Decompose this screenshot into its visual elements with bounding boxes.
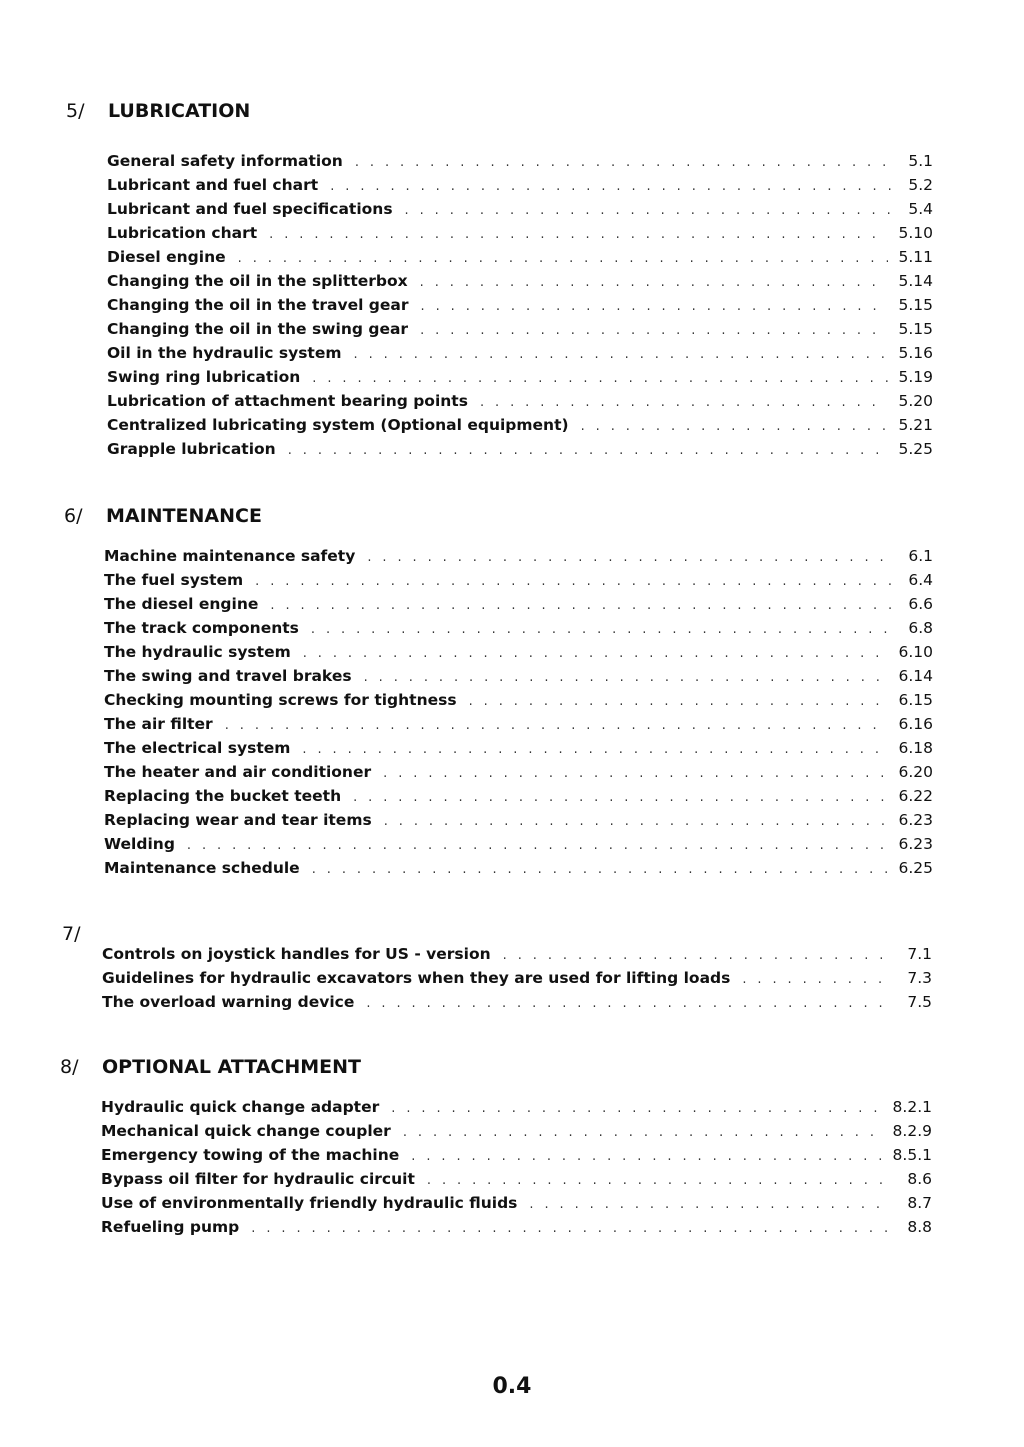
toc-entry-page: 8.6	[907, 1170, 932, 1188]
toc-entry-label: Changing the oil in the travel gear	[107, 296, 409, 314]
toc-entry	[104, 787, 933, 811]
section-optional-attachment	[0, 1056, 1024, 1236]
toc-entry-label: Replacing the bucket teeth	[104, 787, 342, 805]
toc-entry-label: The swing and travel brakes	[104, 667, 352, 685]
toc-entry	[107, 176, 933, 200]
toc-entry-label: The diesel engine	[104, 595, 259, 613]
toc-entry	[107, 296, 933, 320]
section-maintenance	[0, 505, 1024, 877]
dot-leader	[269, 227, 888, 242]
toc-entry	[107, 248, 933, 272]
dot-leader	[330, 179, 891, 194]
toc-entry-page: 5.21	[898, 416, 933, 434]
section-header	[0, 100, 1024, 130]
toc-entry-page: 8.2.1	[892, 1098, 932, 1116]
dot-leader	[421, 299, 889, 314]
toc-entry	[107, 152, 933, 176]
toc-entry-page: 6.15	[898, 691, 933, 709]
toc-entry-page: 6.23	[898, 811, 933, 829]
toc-entry	[101, 1098, 932, 1122]
toc-entry-label: The overload warning device	[102, 993, 355, 1011]
toc-entry-page: 6.1	[908, 547, 933, 565]
dot-leader	[391, 1101, 882, 1116]
section-lubrication	[0, 100, 1024, 458]
toc-entry-page: 6.25	[898, 859, 933, 877]
toc-entry-page: 5.1	[908, 152, 933, 170]
toc-entry-label: Lubrication chart	[107, 224, 258, 242]
toc-entry-page: 6.22	[898, 787, 933, 805]
dot-leader	[187, 838, 889, 853]
section-title: MAINTENANCE	[106, 505, 262, 527]
toc-entry-page: 5.14	[898, 272, 933, 290]
dot-leader	[420, 323, 888, 338]
toc-entry-label: Lubrication of attachment bearing points	[107, 392, 468, 410]
dot-leader	[311, 622, 891, 637]
toc-entry	[101, 1218, 932, 1242]
toc-entry	[104, 691, 933, 715]
toc-entry-page: 7.5	[907, 993, 932, 1011]
toc-entry-page: 5.25	[898, 440, 933, 458]
toc-entry-page: 6.20	[898, 763, 933, 781]
dot-leader	[469, 694, 889, 709]
toc-entry-page: 8.2.9	[892, 1122, 932, 1140]
toc-entry-label: The electrical system	[104, 739, 291, 757]
section-number: 7/	[62, 923, 81, 945]
toc-list	[101, 1098, 932, 1242]
toc-entry-label: Refueling pump	[101, 1218, 240, 1236]
toc-entry-label: Grapple lubrication	[107, 440, 276, 458]
toc-entry-label: Lubricant and fuel chart	[107, 176, 319, 194]
toc-entry-page: 6.6	[908, 595, 933, 613]
toc-entry-label: Bypass oil filter for hydraulic circuit	[101, 1170, 415, 1188]
dot-leader	[529, 1197, 890, 1212]
toc-entry	[104, 859, 933, 883]
toc-entry-label: The fuel system	[104, 571, 244, 589]
dot-leader	[255, 574, 891, 589]
toc-entry-page: 5.10	[898, 224, 933, 242]
toc-entry	[101, 1194, 932, 1218]
toc-entry	[107, 200, 933, 224]
toc-entry-page: 5.15	[898, 320, 933, 338]
toc-entry-label: Changing the oil in the splitterbox	[107, 272, 408, 290]
dot-leader	[403, 1125, 883, 1140]
toc-entry	[107, 368, 933, 392]
toc-entry	[107, 416, 933, 440]
section-header	[0, 1056, 1024, 1086]
toc-entry-label: Swing ring lubrication	[107, 368, 301, 386]
section-number: 6/	[64, 505, 83, 527]
dot-leader	[353, 790, 888, 805]
toc-entry-page: 6.18	[898, 739, 933, 757]
dot-leader	[427, 1173, 890, 1188]
dot-leader	[251, 1221, 890, 1236]
dot-leader	[366, 996, 890, 1011]
toc-entry	[104, 835, 933, 859]
section-7	[0, 923, 1024, 1011]
dot-leader	[355, 155, 891, 170]
toc-entry	[107, 440, 933, 464]
toc-entry	[101, 1122, 932, 1146]
toc-entry-page: 5.15	[898, 296, 933, 314]
toc-entry-label: The heater and air conditioner	[104, 763, 372, 781]
toc-entry	[104, 643, 933, 667]
toc-entry-label: Emergency towing of the machine	[101, 1146, 400, 1164]
toc-entry	[107, 392, 933, 416]
section-title: OPTIONAL ATTACHMENT	[102, 1056, 361, 1078]
toc-entry-label: Changing the oil in the swing gear	[107, 320, 409, 338]
toc-entry-label: Lubricant and fuel specifications	[107, 200, 393, 218]
toc-entry	[102, 993, 932, 1017]
toc-entry	[104, 739, 933, 763]
toc-entry-page: 5.16	[898, 344, 933, 362]
toc-entry-label: Machine maintenance safety	[104, 547, 356, 565]
toc-entry-page: 8.5.1	[892, 1146, 932, 1164]
toc-entry	[102, 945, 932, 969]
dot-leader	[480, 395, 889, 410]
toc-entry-page: 7.3	[907, 969, 932, 987]
toc-entry-label: Oil in the hydraulic system	[107, 344, 342, 362]
dot-leader	[225, 718, 889, 733]
toc-entry	[104, 811, 933, 835]
toc-entry-label: Use of environmentally friendly hydraulic fluids	[101, 1194, 518, 1212]
dot-leader	[354, 347, 889, 362]
toc-entry	[104, 619, 933, 643]
dot-leader	[288, 443, 889, 458]
toc-entry-label: Guidelines for hydraulic excavators when they are used for lifting loads	[102, 969, 731, 987]
dot-leader	[405, 203, 891, 218]
toc-entry	[104, 547, 933, 571]
dot-leader	[742, 972, 890, 987]
toc-entry-label: The track components	[104, 619, 299, 637]
dot-leader	[367, 550, 891, 565]
toc-list	[102, 945, 932, 1017]
toc-entry-label: The air filter	[104, 715, 213, 733]
dot-leader	[364, 670, 889, 685]
dot-leader	[383, 766, 888, 781]
dot-leader	[503, 948, 890, 963]
toc-entry-page: 6.8	[908, 619, 933, 637]
toc-entry-label: General safety information	[107, 152, 343, 170]
section-number: 8/	[60, 1056, 79, 1078]
toc-entry-label: Mechanical quick change coupler	[101, 1122, 391, 1140]
section-title: LUBRICATION	[108, 100, 251, 122]
toc-entry	[104, 595, 933, 619]
toc-entry-page: 6.16	[898, 715, 933, 733]
dot-leader	[312, 862, 889, 877]
toc-entry-label: Centralized lubricating system (Optional equipment)	[107, 416, 569, 434]
toc-entry-label: Maintenance schedule	[104, 859, 300, 877]
toc-entry-page: 6.4	[908, 571, 933, 589]
page-number: 0.4	[492, 1374, 532, 1399]
toc-entry	[104, 667, 933, 691]
toc-entry-label: Controls on joystick handles for US - version	[102, 945, 491, 963]
toc-entry-page: 6.23	[898, 835, 933, 853]
dot-leader	[312, 371, 888, 386]
dot-leader	[238, 251, 889, 266]
toc-entry	[104, 763, 933, 787]
dot-leader	[302, 742, 888, 757]
toc-entry	[104, 715, 933, 739]
toc-entry-page: 5.19	[898, 368, 933, 386]
toc-entry-page: 6.14	[898, 667, 933, 685]
toc-entry	[107, 344, 933, 368]
toc-entry-label: Replacing wear and tear items	[104, 811, 372, 829]
toc-entry	[101, 1146, 932, 1170]
section-header	[0, 505, 1024, 535]
toc-list	[107, 152, 933, 464]
toc-entry	[104, 571, 933, 595]
toc-list	[104, 547, 933, 883]
dot-leader	[420, 275, 889, 290]
section-number: 5/	[66, 100, 85, 122]
dot-leader	[270, 598, 891, 613]
toc-entry-label: The hydraulic system	[104, 643, 291, 661]
toc-entry-page: 7.1	[907, 945, 932, 963]
toc-entry	[107, 320, 933, 344]
dot-leader	[581, 419, 889, 434]
toc-entry-page: 5.20	[898, 392, 933, 410]
toc-entry	[101, 1170, 932, 1194]
toc-entry-page: 5.2	[908, 176, 933, 194]
toc-entry	[107, 224, 933, 248]
toc-entry-label: Welding	[104, 835, 175, 853]
toc-entry-page: 8.8	[907, 1218, 932, 1236]
toc-entry-page: 5.4	[908, 200, 933, 218]
toc-entry	[107, 272, 933, 296]
toc-entry-label: Diesel engine	[107, 248, 226, 266]
dot-leader	[384, 814, 889, 829]
toc-entry-page: 8.7	[907, 1194, 932, 1212]
toc-entry-label: Checking mounting screws for tightness	[104, 691, 457, 709]
toc-entry-page: 6.10	[898, 643, 933, 661]
toc-entry-label: Hydraulic quick change adapter	[101, 1098, 380, 1116]
dot-leader	[411, 1149, 882, 1164]
toc-entry-page: 5.11	[898, 248, 933, 266]
dot-leader	[303, 646, 889, 661]
toc-entry	[102, 969, 932, 993]
